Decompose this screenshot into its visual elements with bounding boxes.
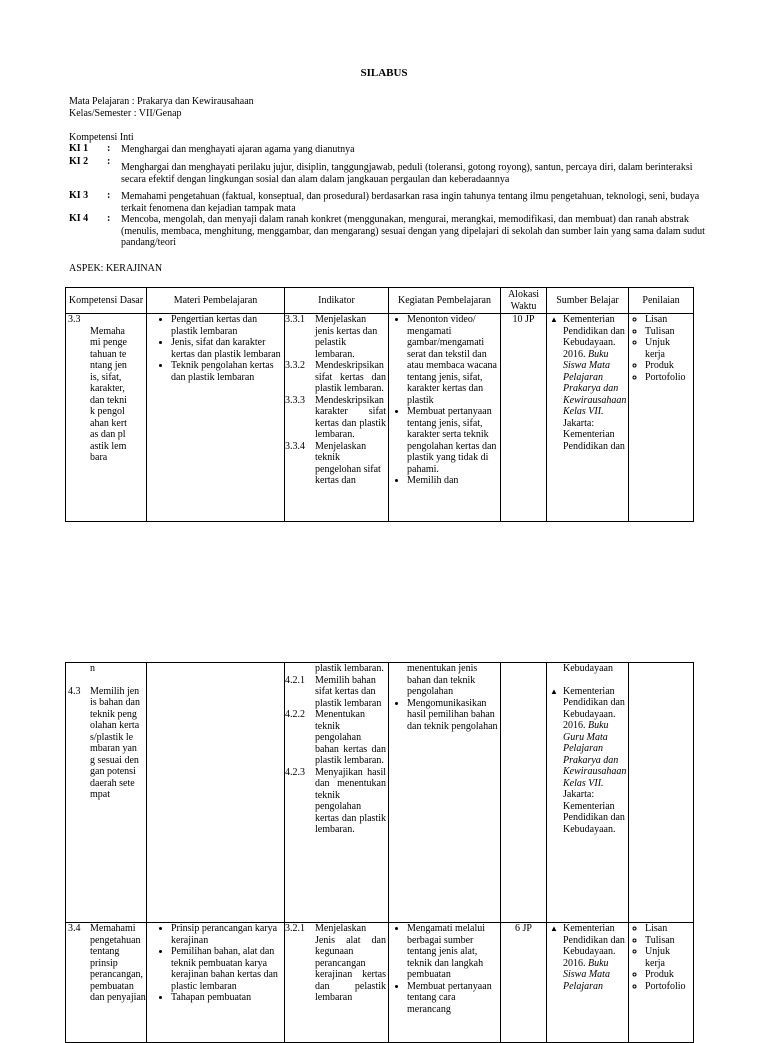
kd-cell (66, 663, 147, 923)
kegiatan-item: • Mengamati melalui berbagai sumber tentang jenis alat, teknik dan langkah pembuatan (407, 923, 498, 981)
header-kd: Kompetensi Dasar (66, 288, 147, 314)
ki1-label: KI 1 (69, 143, 89, 154)
alokasi-cell: 10 JP (501, 314, 547, 522)
header-indikator: Indikator (285, 288, 389, 314)
indikator-text: Menentukan teknik pengolahan bahan kertas dan plastik lembaran. (315, 709, 386, 766)
kegiatan-item: • Membuat pertanyaan tentang jenis, sifat, karakter serta teknik pengolahan kertas dan plastik yang tidak di pahami. (407, 406, 498, 475)
indikator-number: 3.3.4 (285, 440, 305, 452)
penilaian-item: ◦ Tulisan (645, 935, 691, 947)
indikator-number: 3.3.2 (285, 360, 305, 371)
kd-text: Memilih jenis bahan dan teknik pengolahan kertas/plastik lembaran yang sesuai dengan potensi daerah setempat (90, 685, 140, 800)
indikator-text: Mendeskripsikan sifat kertas dan plastik lembaran. (315, 360, 386, 394)
indikator-number: 3.3.3 (285, 394, 305, 406)
document-title: SILABUS (360, 67, 408, 79)
sumber-book-title: Buku Siswa Mata Pelajaran (563, 957, 610, 992)
sumber-text-pre: Kementerian Pendidikan dan Kebudayaan. 2016. (563, 923, 625, 969)
kegiatan-item: • Memilih dan (407, 475, 498, 487)
penilaian-item: ◦ Unjuk kerja (645, 946, 691, 969)
class-semester-line: Kelas/Semester : VII/Genap (69, 108, 182, 119)
penilaian-item: ◦ Lisan (645, 923, 691, 935)
ki4-colon: : (107, 213, 111, 224)
syllabus-table-page2 (65, 662, 694, 1043)
sumber-cell (547, 923, 629, 1043)
kegiatan-item: • Mengomunikasikan hasil pemilihan bahan dan teknik pengolahan (407, 698, 498, 733)
ki3-label: KI 3 (69, 190, 89, 201)
sumber-text-post: Jakarta: Kementerian Pendidikan dan (563, 417, 625, 452)
arrow-bullet-icon: ▲ (550, 315, 558, 324)
kegiatan-text-continued: menentukan jenis bahan dan teknik pengolahan (407, 663, 478, 697)
penilaian-item: ◦ Unjuk kerja (645, 337, 691, 360)
materi-cell (147, 923, 285, 1043)
sumber-text-pre: Kementerian Pendidikan dan Kebudayaan. 2016. (563, 314, 625, 360)
subject-line: Mata Pelajaran : Prakarya dan Kewirausahaan (69, 96, 254, 107)
syllabus-table-page1 (65, 287, 694, 522)
penilaian-item: ◦ Portofolio (645, 372, 691, 384)
kegiatan-item: • Menonton video/ mengamati gambar/mengamati serat dan tekstil dan atau membaca wacana tentang jenis, sifat, karakter kertas dan plastik (407, 314, 498, 406)
kegiatan-item: • Membuat pertanyaan tentang cara merancang (407, 981, 498, 1016)
materi-item: • Jenis, sifat dan karakter kertas dan plastik lembaran (171, 337, 282, 360)
indikator-number: 3.2.1 (285, 923, 305, 934)
indikator-number: 4.2.1 (285, 674, 305, 686)
header-materi: Materi Pembelajaran (147, 288, 285, 314)
kegiatan-cell (389, 314, 501, 522)
header-kegiatan: Kegiatan Pembelajaran (389, 288, 501, 314)
sumber-text-continued: Kebudayaan (563, 663, 613, 674)
sumber-cell (547, 314, 629, 522)
penilaian-item: ◦ Portofolio (645, 981, 691, 993)
materi-item: • Tahapan pembuatan (171, 992, 282, 1004)
indikator-text: Menjelaskan Jenis alat dan kegunaan perancangan kerajinan kertas dan pelastik lembaran (315, 923, 386, 1003)
arrow-bullet-icon: ▲ (550, 924, 558, 933)
penilaian-item: ◦ Produk (645, 969, 691, 981)
kd-cell (66, 314, 147, 522)
indikator-cell (285, 923, 389, 1043)
sumber-cell (547, 663, 629, 923)
materi-item: • Prinsip perancangan karya kerajinan (171, 923, 282, 946)
indikator-text: Menjelaskan jenis kertas dan pelastik lembaran. (315, 314, 378, 360)
kegiatan-cell (389, 663, 501, 923)
kegiatan-cell (389, 923, 501, 1043)
materi-item: • Pemilihan bahan, alat dan teknik pembuatan karya kerajinan bahan kertas dan plastic lembaran (171, 946, 282, 992)
header-alokasi: Alokasi Waktu (501, 288, 547, 314)
indikator-text: Memilih bahan sifat kertas dan plastik lembaran (315, 674, 382, 709)
kd-cell (66, 923, 147, 1043)
indikator-number: 4.2.3 (285, 766, 305, 778)
indikator-cell (285, 663, 389, 923)
indikator-number: 4.2.2 (285, 709, 305, 720)
alokasi-cell (501, 663, 547, 923)
indikator-text: Menjelaskan teknik pengelohan sifat kertas dan (315, 440, 381, 486)
sumber-book-title: Buku Guru Mata Pelajaran Prakarya dan Kewirausahaan Kelas VII. (563, 720, 627, 789)
ki1-colon: : (107, 143, 111, 154)
penilaian-cell (629, 314, 694, 522)
sumber-book-title: Buku Siswa Mata Pelajaran Prakarya dan Kewirausahaan Kelas VII. (563, 348, 627, 417)
ki2-label: KI 2 (69, 156, 89, 167)
materi-cell (147, 314, 285, 522)
alokasi-cell: 6 JP (501, 923, 547, 1043)
kd-number: 3.3 (68, 314, 81, 325)
indikator-text-continued: plastik lembaran. (315, 663, 384, 674)
materi-item: • Pengertian kertas dan plastik lembaran (171, 314, 282, 337)
penilaian-item: ◦ Produk (645, 360, 691, 372)
penilaian-cell (629, 663, 694, 923)
ki3-colon: : (107, 190, 111, 201)
materi-item: • Teknik pengolahan kertas dan plastik lembaran (171, 360, 282, 383)
sumber-text-pre: Kementerian Pendidikan dan Kebudayaan. 2016. (563, 685, 625, 731)
kd-text-continued: n (90, 663, 95, 674)
ki3-text: Memahami pengetahuan (faktual, konseptual, dan prosedural) berdasarkan rasa ingin tahunya tentang ilmu pengetahuan, teknologi, seni, budaya terkait fenomena dan kejadian tampak mata (121, 191, 700, 214)
header-sumber: Sumber Belajar (547, 288, 629, 314)
ki4-text: Mencoba, mengolah, dan menyaji dalam ranah konkret (menggunakan, mengurai, merangkai, memodifikasi, dan membuat) dan ranah abstrak (menulis, membaca, menghitung, menggambar, dan mengarang) sesuai dengan yang dipelajari di sekolah dan sumber lain yang sama dalam sudut pandang/teori (121, 214, 705, 248)
ki4-label: KI 4 (69, 213, 89, 224)
header-penilaian: Penilaian (629, 288, 694, 314)
penilaian-item: ◦ Lisan (645, 314, 691, 326)
indikator-text: Mendeskripsikan karakter sifat kertas dan plastik lembaran. (315, 394, 386, 440)
ki1-text: Menghargai dan menghayati ajaran agama yang dianutnya (121, 144, 355, 155)
core-competence-heading: Kompetensi Inti (69, 132, 134, 143)
ki2-colon: : (107, 156, 111, 167)
indikator-cell (285, 314, 389, 522)
materi-cell (147, 663, 285, 923)
indikator-number: 3.3.1 (285, 314, 305, 325)
penilaian-cell (629, 923, 694, 1043)
kd-number: 3.4 (68, 923, 81, 934)
ki2-text: Menghargai dan menghayati perilaku jujur, disiplin, tanggungjawab, peduli (toleransi, gotong royong), santun, percaya diri, dalam berinteraksi secara efektif dengan lingkungan sosial dan alam dalam jangkauan pergaulan dan keberadaannya (121, 162, 693, 185)
arrow-bullet-icon: ▲ (550, 686, 558, 696)
aspect-heading: ASPEK: KERAJINAN (69, 263, 163, 274)
indikator-text: Menyajikan hasil dan menentukan teknik pengolahan kertas dan plastik lembaran. (315, 766, 386, 835)
penilaian-item: ◦ Tulisan (645, 326, 691, 338)
sumber-text-post: Jakarta: Kementerian Pendidikan dan Kebudayaan. (563, 789, 625, 835)
kd-text: Memahami pengetahuan tentang jenis, sifat, karakter, dan teknik pengolahan kertas dan plastik lembara (90, 325, 127, 463)
kd-text: Memahami pengetahuan tentang prinsip perancangan, pembuatan dan penyajian (90, 923, 146, 1003)
kd-number: 4.3 (68, 685, 81, 697)
